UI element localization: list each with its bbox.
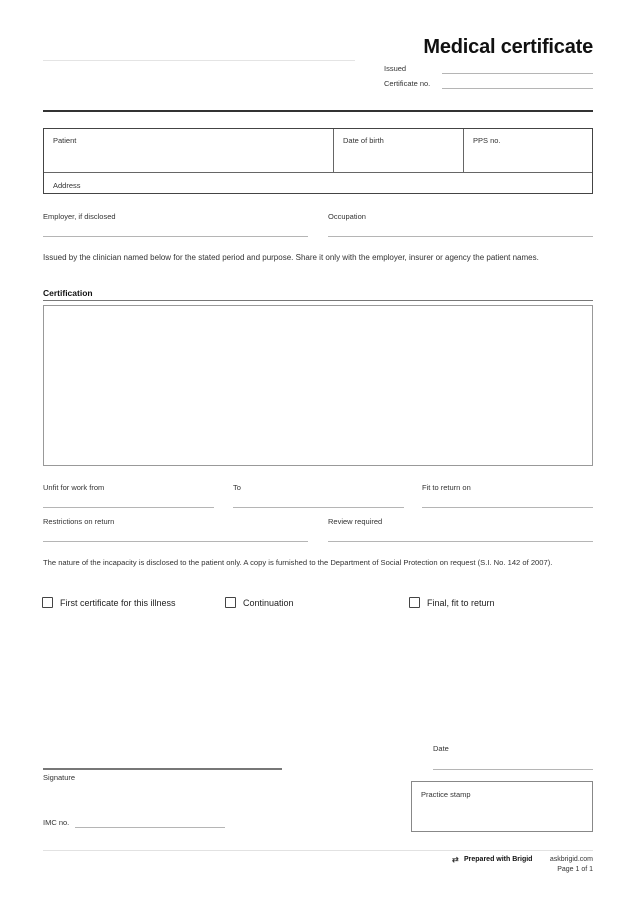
final-fit-checkbox[interactable] [409,597,420,608]
unfit-from-field[interactable] [43,507,214,508]
footer-site[interactable]: askbrigid.com [549,856,593,863]
practice-stamp-label: Practice stamp [421,790,471,799]
to-field[interactable] [233,507,404,508]
patient-label: Patient [53,136,77,145]
date-label: Date [433,744,449,753]
date-field[interactable] [433,769,593,770]
address-cell[interactable] [44,172,592,193]
issued-field[interactable] [442,73,593,74]
patient-cell[interactable] [44,129,334,172]
page-number: Page 1 of 1 [557,866,593,873]
dob-cell[interactable] [334,129,464,172]
certificate-no-label: Certificate no. [384,79,431,88]
header-divider [43,110,593,112]
restrictions-label: Restrictions on return [43,517,115,526]
certification-textarea[interactable] [43,305,593,466]
pps-cell[interactable] [464,129,592,172]
unfit-from-label: Unfit for work from [43,483,105,492]
address-label: Address [53,181,81,190]
signature-line[interactable] [43,768,282,770]
pps-label: PPS no. [473,136,501,145]
continuation-checkbox[interactable] [225,597,236,608]
dob-label: Date of birth [343,136,384,145]
imc-field[interactable] [75,827,225,828]
logo-placeholder-line [43,60,355,61]
certificate-no-field[interactable] [442,88,593,89]
footer-divider [43,850,593,851]
certification-heading: Certification [43,288,93,298]
occupation-label: Occupation [328,212,366,221]
occupation-field[interactable] [328,236,593,237]
final-fit-label: Final, fit to return [427,598,495,608]
signature-label: Signature [43,773,76,782]
to-label: To [233,483,241,492]
intro-text: Issued by the clinician named below for the stated period and purpose. Share it only with the employer, insurer or agency the patient names. [43,253,539,262]
brigid-logo-icon: ⇄ [452,855,459,864]
prepared-with-text: Prepared with Brigid [464,856,533,863]
practice-stamp-box[interactable] [411,781,593,832]
issued-label: Issued [384,64,407,73]
imc-label: IMC no. [43,818,70,827]
employer-label: Employer, if disclosed [43,212,116,221]
page-title: Medical certificate [423,36,593,58]
first-certificate-label: First certificate for this illness [60,598,176,608]
certification-underline [43,300,593,301]
fit-return-field[interactable] [422,507,593,508]
continuation-label: Continuation [243,598,294,608]
fit-return-label: Fit to return on [422,483,471,492]
restrictions-field[interactable] [43,541,308,542]
notice-text: The nature of the incapacity is disclosed to the patient only. A copy is furnished to the Department of Social Protection on request (S.I. No. 142 of 2007). [43,558,553,567]
review-label: Review required [328,517,383,526]
employer-field[interactable] [43,236,308,237]
first-certificate-checkbox[interactable] [42,597,53,608]
patient-details-box [43,128,593,194]
review-field[interactable] [328,541,593,542]
